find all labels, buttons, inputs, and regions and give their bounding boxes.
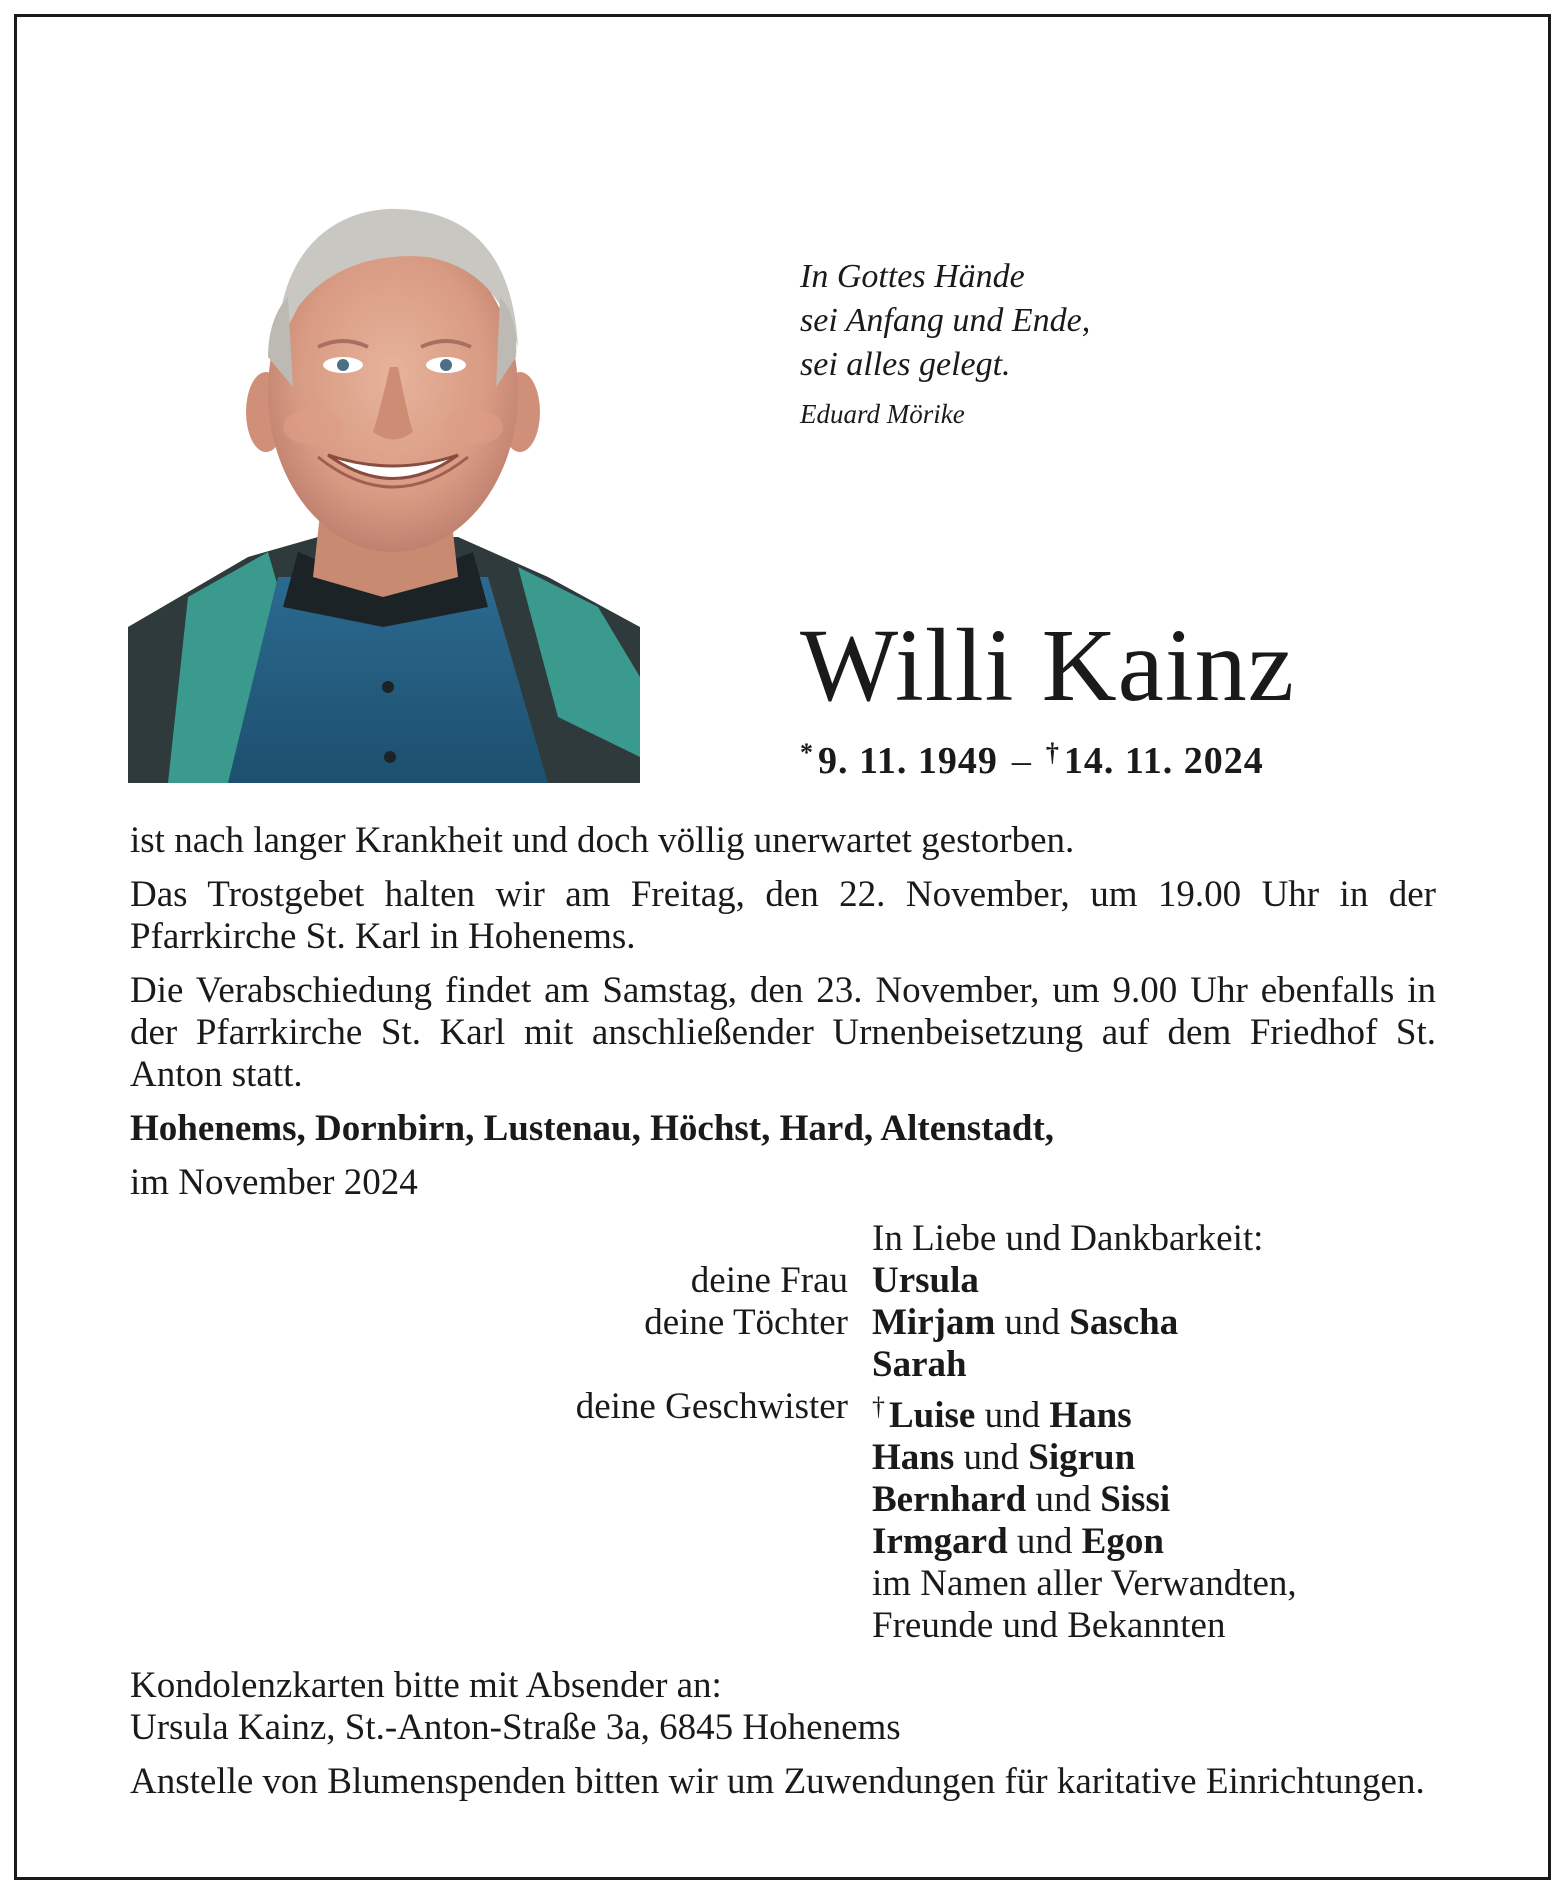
quote-line: sei alles gelegt.: [800, 346, 1011, 383]
footer-notes: [130, 1665, 1436, 1815]
birth-date: 9. 11. 1949: [818, 740, 998, 782]
life-dates: [800, 738, 1264, 783]
donation-note: Anstelle von Blumenspenden bitten wir um Zuwendungen für karitative Einrichtungen.: [130, 1761, 1425, 1802]
announcement-line: ist nach langer Krankheit und doch völlig unerwartet gestorben.: [130, 820, 1075, 861]
portrait-photo: [128, 157, 640, 783]
relation-label: deine Töchter: [644, 1302, 848, 1343]
death-cross-icon: †: [1045, 738, 1060, 767]
conjunction: und: [984, 1395, 1041, 1436]
mourners-closing: im Namen aller Verwandten,: [872, 1563, 1297, 1604]
mourners-closing: Freunde und Bekannten: [872, 1605, 1226, 1646]
places-list: Hohenems, Dornbirn, Lustenau, Höchst, Hard, Altenstadt,: [130, 1108, 1055, 1149]
birth-star-icon: *: [800, 738, 814, 767]
mourner-name: Sigrun: [1028, 1437, 1136, 1478]
mourner-name: Hans: [872, 1437, 955, 1478]
mourner-name: Irmgard: [872, 1521, 1008, 1562]
conjunction: und: [1035, 1479, 1091, 1520]
deceased-name: Willi Kainz: [800, 608, 1295, 723]
date-separator: –: [1011, 740, 1032, 782]
conjunction: und: [1004, 1302, 1061, 1343]
conjunction: und: [1016, 1521, 1073, 1562]
announcement-text: [130, 820, 1436, 1216]
farewell-info: Die Verabschiedung findet am Samstag, den 23. November, um 9.00 Uhr ebenfalls in der Pfarrkirche St. Karl mit anschließender Urnenbeisetzung auf dem Friedhof St. Anton statt.: [130, 970, 1436, 1095]
quote-line: In Gottes Hände: [800, 258, 1025, 295]
mourner-name: Bernhard: [872, 1479, 1027, 1520]
death-date: 14. 11. 2024: [1063, 740, 1264, 782]
relation-label: deine Frau: [690, 1260, 848, 1301]
quote-line: sei Anfang und Ende,: [800, 302, 1091, 339]
mourner-name: Hans: [1049, 1395, 1132, 1436]
mourner-name: Sissi: [1100, 1479, 1171, 1520]
conjunction: und: [963, 1437, 1020, 1478]
mourners-list: [130, 1218, 1436, 1647]
quote-author: Eduard Mörike: [800, 399, 965, 429]
mourner-name: Sascha: [1069, 1302, 1179, 1343]
mourner-name: Egon: [1081, 1521, 1164, 1562]
mourners-intro: In Liebe und Dankbarkeit:: [872, 1218, 1264, 1259]
prayer-info: Das Trostgebet halten wir am Freitag, den 22. November, um 19.00 Uhr in der Pfarrkirche St. Karl in Hohenems.: [130, 874, 1436, 957]
relation-label: deine Geschwister: [575, 1386, 848, 1427]
mourner-name: Ursula: [872, 1260, 979, 1301]
epitaph-quote: [800, 255, 1090, 431]
announcement-date: im November 2024: [130, 1162, 418, 1203]
condolence-address: Ursula Kainz, St.-Anton-Straße 3a, 6845 Hohenems: [130, 1707, 901, 1748]
cross-icon: †: [872, 1392, 885, 1421]
mourner-name: Mirjam: [872, 1302, 996, 1343]
condolence-label: Kondolenzkarten bitte mit Absender an:: [130, 1665, 722, 1706]
mourner-name: Luise: [889, 1395, 976, 1436]
mourner-name: Sarah: [872, 1344, 967, 1385]
